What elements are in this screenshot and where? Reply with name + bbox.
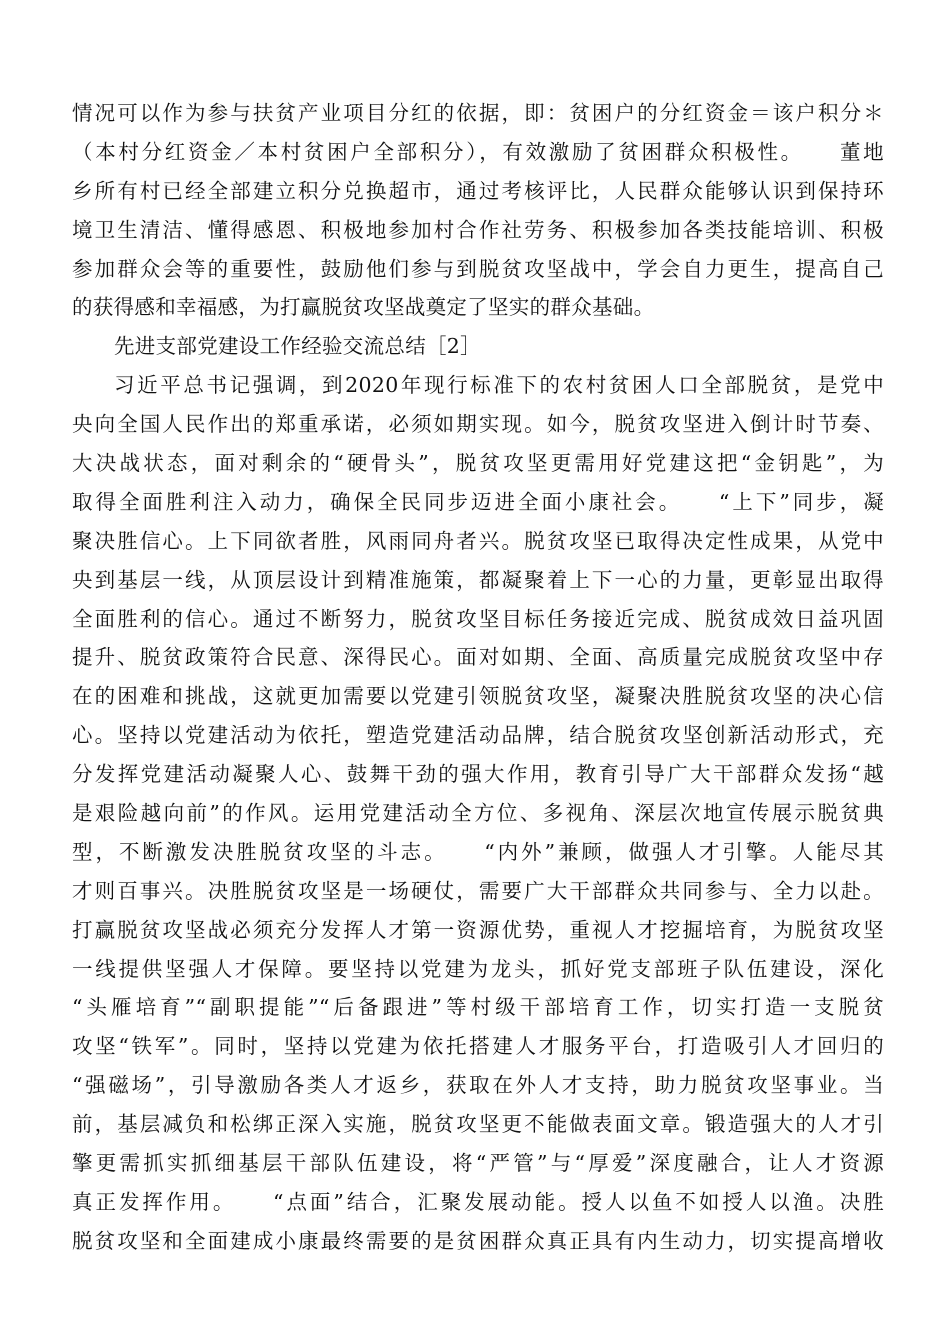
text-line: 情况可以作为参与扶贫产业项目分红的依据，即：贫困户的分红资金＝该户积分＊ [72,101,884,125]
text-line: 分发挥党建活动凝聚人心、鼓舞干劲的强大作用，教育引导广大干部群众发扬“越 [72,762,884,787]
text-line: 打赢脱贫攻坚战必须充分发挥人才第一资源优势，重视人才挖掘培育，为脱贫攻坚 [72,917,884,942]
text-line: 的获得感和幸福感，为打赢脱贫攻坚战奠定了坚实的群众基础。 [72,295,655,320]
text-line: 取得全面胜利注入动力，确保全民同步迈进全面小康社会。 “上下”同步，凝 [72,489,884,514]
text-line: 央到基层一线，从顶层设计到精准施策，都凝聚着上下一心的力量，更彰显出取得 [72,567,884,592]
text-line: 真正发挥作用。 “点面”结合，汇聚发展动能。授人以鱼不如授人以渔。决胜 [72,1189,884,1214]
text-line: 型，不断激发决胜脱贫攻坚的斗志。 “内外”兼顾，做强人才引擎。人能尽其 [72,839,884,864]
text-line: 境卫生清洁、懂得感恩、积极地参加村合作社劳务、积极参加各类技能培训、积极 [72,217,884,242]
text-line: 提升、脱贫政策符合民意、深得民心。面对如期、全面、高质量完成脱贫攻坚中存 [72,645,884,670]
text-line: 攻坚“铁军”。同时，坚持以党建为依托搭建人才服务平台，打造吸引人才回归的 [72,1034,884,1059]
text-line: 在的困难和挑战，这就更加需要以党建引领脱贫攻坚，凝聚决胜脱贫攻坚的决心信 [72,684,884,709]
section-heading: 先进支部党建设工作经验交流总结［2］ [114,334,481,359]
text-line: 前，基层减负和松绑正深入实施，脱贫攻坚更不能做表面文章。锻造强大的人才引 [72,1112,884,1137]
text-line: 脱贫攻坚和全面建成小康最终需要的是贫困群众真正具有内生动力，切实提高增收 [72,1228,884,1253]
text-line: 一线提供坚强人才保障。要坚持以党建为龙头，抓好党支部班子队伍建设，深化 [72,956,884,981]
text-line: 乡所有村已经全部建立积分兑换超市，通过考核评比，人民群众能够认识到保持环 [72,178,884,203]
text-line: 央向全国人民作出的郑重承诺，必须如期实现。如今，脱贫攻坚进入倒计时节奏、 [72,412,884,437]
text-line: 擎更需抓实抓细基层干部队伍建设，将“严管”与“厚爱”深度融合，让人才资源 [72,1151,884,1176]
text-line: 全面胜利的信心。通过不断努力，脱贫攻坚目标任务接近完成、脱贫成效日益巩固 [72,606,884,631]
text-line: 大决战状态，面对剩余的“硬骨头”，脱贫攻坚更需用好党建这把“金钥匙”，为 [72,451,884,476]
text-line: 是艰险越向前”的作风。运用党建活动全方位、多视角、深层次地宣传展示脱贫典 [72,801,884,826]
text-line: “强磁场”，引导激励各类人才返乡，获取在外人才支持，助力脱贫攻坚事业。当 [72,1073,884,1098]
text-line: “头雁培育”“副职提能”“后备跟进”等村级干部培育工作，切实打造一支脱贫 [72,995,884,1020]
text-line: 心。坚持以党建活动为依托，塑造党建活动品牌，结合脱贫攻坚创新活动形式，充 [72,723,884,748]
text-line: 习近平总书记强调，到2020年现行标准下的农村贫困人口全部脱贫，是党中 [114,373,884,398]
text-line: （本村分红资金／本村贫困户全部积分），有效激励了贫困群众积极性。 董地 [72,139,884,164]
document-body [72,94,884,1261]
text-line: 才则百事兴。决胜脱贫攻坚是一场硬仗，需要广大干部群众共同参与、全力以赴。 [72,878,884,903]
text-line: 聚决胜信心。上下同欲者胜，风雨同舟者兴。脱贫攻坚已取得决定性成果，从党中 [72,528,884,553]
text-line: 参加群众会等的重要性，鼓励他们参与到脱贫攻坚战中，学会自力更生，提高自己 [72,256,884,281]
